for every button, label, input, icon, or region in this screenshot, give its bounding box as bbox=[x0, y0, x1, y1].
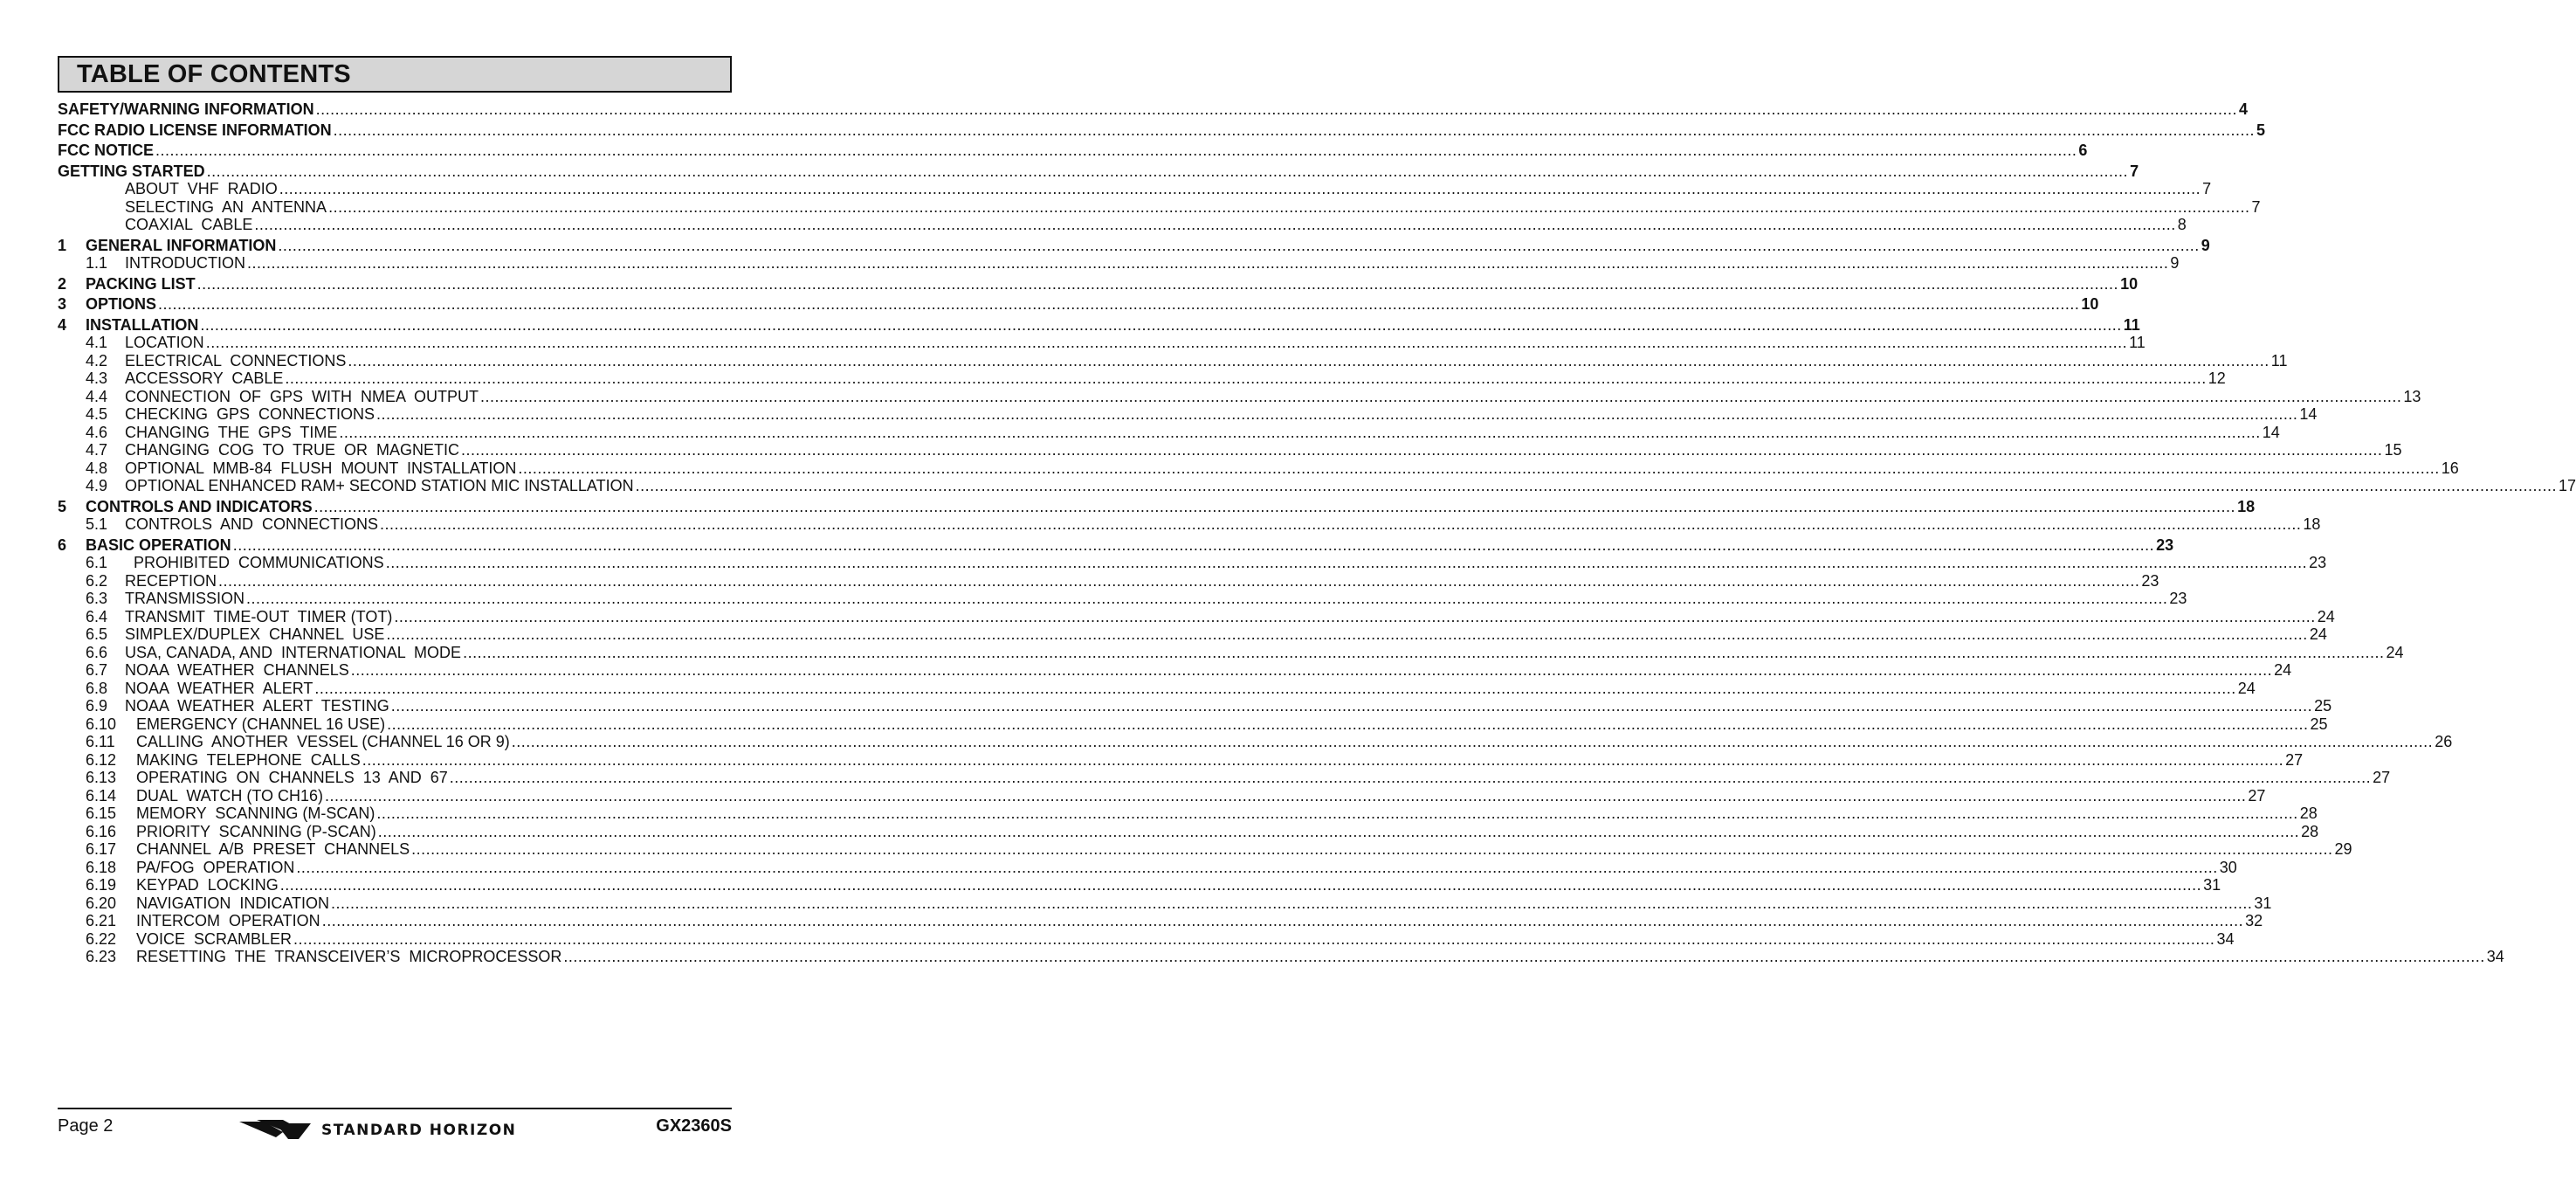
toc-entry-page: 26 bbox=[2435, 733, 2453, 750]
toc-entry-page: 27 bbox=[2285, 750, 2304, 769]
toc-entry-page: 14 bbox=[2262, 423, 2280, 441]
toc-entry-label: OPTIONAL MMB-84 FLUSH MOUNT INSTALLATION bbox=[125, 459, 517, 477]
toc-leader-dots: ................................................................................................................................................................................................................................................................................................................................................................................................................ bbox=[385, 554, 2308, 571]
toc-entry[interactable] bbox=[58, 423, 2280, 442]
toc-entry-page: 34 bbox=[2216, 929, 2235, 948]
toc-entry-number: 6.20 bbox=[86, 894, 117, 912]
toc-entry-label: OPTIONAL ENHANCED RAM+ SECOND STATION MIC INSTALLATION bbox=[125, 477, 634, 494]
toc-entry-label: CHANGING THE GPS TIME bbox=[125, 423, 338, 441]
toc-entry-label: FCC RADIO LICENSE INFORMATION bbox=[58, 121, 332, 139]
toc-entry-page: 24 bbox=[2237, 679, 2256, 697]
toc-leader-dots: ................................................................................................................................................................................................................................................................................................................................................................................................................ bbox=[196, 274, 2119, 293]
toc-leader-dots: ................................................................................................................................................................................................................................................................................................................................................................................................................ bbox=[563, 948, 2485, 965]
toc-entry-number: 6.19 bbox=[86, 876, 117, 894]
toc-entry-label: LOCATION bbox=[125, 334, 204, 351]
toc-entry-page: 9 bbox=[2201, 236, 2210, 254]
toc-entry[interactable] bbox=[58, 894, 2272, 913]
toc-entry-label: OPERATING ON CHANNELS 13 AND 67 bbox=[136, 769, 448, 786]
toc-entry-number: 6.14 bbox=[86, 786, 117, 805]
toc-entry-number: 3 bbox=[58, 295, 67, 313]
toc-entry-page: 10 bbox=[2081, 295, 2099, 313]
toc-entry[interactable] bbox=[58, 441, 2402, 459]
toc-leader-dots: ................................................................................................................................................................................................................................................................................................................................................................................................................ bbox=[205, 334, 2128, 351]
toc-entry[interactable] bbox=[58, 274, 2139, 294]
toc-entry[interactable] bbox=[58, 351, 2288, 370]
toc-entry-page: 6 bbox=[2078, 142, 2088, 159]
toc-leader-dots: ................................................................................................................................................................................................................................................................................................................................................................................................................ bbox=[246, 590, 2168, 607]
toc-entry-number: 6.21 bbox=[86, 912, 117, 929]
toc-entry-number: 6.3 bbox=[86, 590, 108, 607]
toc-entry[interactable] bbox=[58, 180, 2212, 198]
toc-entry-number: 6.7 bbox=[86, 661, 108, 679]
toc-entry-page: 31 bbox=[2203, 876, 2221, 894]
toc-entry-label: TRANSMISSION bbox=[125, 590, 245, 607]
toc-leader-dots: ................................................................................................................................................................................................................................................................................................................................................................................................................ bbox=[314, 679, 2236, 697]
toc-leader-dots: ................................................................................................................................................................................................................................................................................................................................................................................................................ bbox=[313, 497, 2236, 515]
toc-entry-label: INSTALLATION bbox=[86, 315, 199, 334]
toc-leader-dots: ................................................................................................................................................................................................................................................................................................................................................................................................................ bbox=[331, 894, 2253, 912]
toc-entry-label: SIMPLEX/DUPLEX CHANNEL USE bbox=[125, 625, 385, 643]
toc-leader-dots: ................................................................................................................................................................................................................................................................................................................................................................................................................ bbox=[390, 697, 2313, 715]
toc-entry-number: 6.23 bbox=[86, 948, 117, 965]
toc-entry-page: 31 bbox=[2254, 894, 2272, 912]
toc-entry-number: 6.5 bbox=[86, 625, 108, 643]
toc-entry-label: ELECTRICAL CONNECTIONS bbox=[125, 351, 347, 369]
toc-entry-label: MEMORY SCANNING (M-SCAN) bbox=[136, 805, 375, 822]
footer-divider bbox=[58, 1108, 732, 1109]
toc-entry-label: VOICE SCRAMBLER bbox=[136, 929, 293, 948]
toc-entry-page: 30 bbox=[2219, 858, 2237, 876]
toc-leader-dots: ................................................................................................................................................................................................................................................................................................................................................................................................................ bbox=[380, 515, 2302, 533]
toc-entry-label: OPTIONS bbox=[86, 295, 157, 313]
toc-entry-label: FCC NOTICE bbox=[58, 142, 154, 159]
toc-entry-number: 4.7 bbox=[86, 441, 108, 459]
toc-entry[interactable] bbox=[58, 912, 2263, 930]
toc-entry[interactable] bbox=[58, 607, 2335, 626]
toc-entry-number: 6.17 bbox=[86, 840, 117, 858]
toc-leader-dots: ................................................................................................................................................................................................................................................................................................................................................................................................................ bbox=[463, 643, 2385, 661]
toc-entry-page: 24 bbox=[2309, 625, 2327, 643]
toc-entry[interactable] bbox=[58, 590, 2187, 608]
toc-entry[interactable] bbox=[58, 315, 2140, 335]
brand-mark-icon bbox=[238, 1118, 316, 1143]
toc-entry-page: 17 bbox=[2558, 477, 2576, 494]
page-title: TABLE OF CONTENTS bbox=[77, 60, 351, 88]
toc-entry[interactable] bbox=[58, 715, 2328, 734]
toc-entry[interactable] bbox=[58, 216, 2187, 234]
toc-entry[interactable] bbox=[58, 142, 2088, 160]
toc-leader-dots: ................................................................................................................................................................................................................................................................................................................................................................................................................ bbox=[279, 876, 2202, 894]
toc-entry-number: 6 bbox=[58, 535, 67, 554]
toc-entry[interactable] bbox=[58, 661, 2292, 680]
toc-leader-dots: ................................................................................................................................................................................................................................................................................................................................................................................................................ bbox=[206, 162, 2129, 180]
toc-entry-page: 23 bbox=[2169, 590, 2187, 607]
toc-entry-page: 15 bbox=[2384, 441, 2402, 459]
toc-entry-number: 1.1 bbox=[86, 254, 108, 272]
toc-entry[interactable] bbox=[58, 334, 2146, 352]
toc-entry[interactable] bbox=[58, 625, 2327, 644]
toc-entry-label: CONTROLS AND CONNECTIONS bbox=[125, 515, 379, 533]
toc-leader-dots: ................................................................................................................................................................................................................................................................................................................................................................................................................ bbox=[387, 715, 2309, 733]
toc-entry-label: NOAA WEATHER CHANNELS bbox=[125, 661, 349, 679]
toc-entry-number: 6.1 bbox=[86, 554, 108, 571]
toc-leader-dots: ................................................................................................................................................................................................................................................................................................................................................................................................................ bbox=[386, 625, 2308, 643]
toc-entry[interactable] bbox=[58, 497, 2256, 516]
toc-entry-page: 28 bbox=[2301, 822, 2319, 840]
toc-entry-page: 34 bbox=[2486, 948, 2504, 965]
toc-leader-dots: ................................................................................................................................................................................................................................................................................................................................................................................................................ bbox=[158, 295, 2080, 313]
toc-entry[interactable] bbox=[58, 369, 2226, 388]
toc-leader-dots: ................................................................................................................................................................................................................................................................................................................................................................................................................ bbox=[296, 858, 2218, 876]
toc-entry-label: PRIORITY SCANNING (P-SCAN) bbox=[136, 822, 376, 840]
toc-entry-page: 8 bbox=[2177, 216, 2187, 233]
toc-entry-number: 6.2 bbox=[86, 571, 108, 590]
model-name: GX2360S bbox=[656, 1116, 732, 1136]
toc-leader-dots: ................................................................................................................................................................................................................................................................................................................................................................................................................ bbox=[376, 805, 2298, 822]
toc-entry-label: BASIC OPERATION bbox=[86, 535, 231, 554]
toc-entry-page: 16 bbox=[2441, 459, 2459, 477]
toc-leader-dots: ................................................................................................................................................................................................................................................................................................................................................................................................................ bbox=[394, 607, 2316, 625]
toc-entry-label: SELECTING AN ANTENNA bbox=[125, 197, 327, 216]
toc-entry-page: 10 bbox=[2120, 274, 2139, 293]
toc-entry[interactable] bbox=[58, 750, 2304, 770]
toc-entry[interactable] bbox=[58, 697, 2332, 715]
toc-entry-number: 4.4 bbox=[86, 387, 108, 405]
toc-entry-page: 18 bbox=[2237, 497, 2256, 515]
toc-entry[interactable] bbox=[58, 477, 2576, 495]
toc-entry-label: PACKING LIST bbox=[86, 274, 196, 293]
toc-leader-dots: ................................................................................................................................................................................................................................................................................................................................................................................................................ bbox=[635, 477, 2557, 494]
toc-leader-dots: ................................................................................................................................................................................................................................................................................................................................................................................................................ bbox=[461, 441, 2383, 459]
toc-entry-page: 18 bbox=[2303, 515, 2321, 533]
toc-leader-dots: ................................................................................................................................................................................................................................................................................................................................................................................................................ bbox=[328, 197, 2250, 216]
toc-entry-page: 27 bbox=[2373, 769, 2391, 786]
toc-leader-dots: ................................................................................................................................................................................................................................................................................................................................................................................................................ bbox=[377, 822, 2300, 840]
toc-entry-label: USA, CANADA, AND INTERNATIONAL MODE bbox=[125, 643, 462, 661]
toc-entry[interactable] bbox=[58, 535, 2174, 555]
toc-entry-number: 6.11 bbox=[86, 733, 115, 750]
toc-entry-label: GENERAL INFORMATION bbox=[86, 236, 277, 254]
toc-entry-label: COAXIAL CABLE bbox=[125, 216, 253, 233]
toc-entry[interactable] bbox=[58, 822, 2319, 841]
toc-leader-dots: ................................................................................................................................................................................................................................................................................................................................................................................................................ bbox=[362, 750, 2284, 769]
toc-entry[interactable] bbox=[58, 197, 2261, 217]
toc-leader-dots: ................................................................................................................................................................................................................................................................................................................................................................................................................ bbox=[411, 840, 2333, 858]
toc-entry-page: 11 bbox=[2270, 351, 2288, 369]
toc-leader-dots: ................................................................................................................................................................................................................................................................................................................................................................................................................ bbox=[339, 423, 2261, 441]
toc-entry-page: 4 bbox=[2239, 100, 2249, 118]
toc-entry-number: 4.9 bbox=[86, 477, 108, 494]
toc-entry-label: PROHIBITED COMMUNICATIONS bbox=[125, 554, 384, 571]
toc-leader-dots: ................................................................................................................................................................................................................................................................................................................................................................................................................ bbox=[333, 121, 2256, 139]
toc-entry-label: ACCESSORY CABLE bbox=[125, 369, 284, 387]
toc-leader-dots: ................................................................................................................................................................................................................................................................................................................................................................................................................ bbox=[293, 929, 2215, 948]
toc-entry-label: NAVIGATION INDICATION bbox=[136, 894, 330, 912]
toc-entry-page: 23 bbox=[2309, 554, 2327, 571]
toc-entry[interactable] bbox=[58, 643, 2404, 662]
toc-entry-number: 1 bbox=[58, 236, 67, 254]
toc-entry-page: 24 bbox=[2274, 661, 2292, 679]
toc-entry-page: 23 bbox=[2141, 571, 2159, 590]
toc-entry[interactable] bbox=[58, 805, 2318, 823]
toc-entry[interactable] bbox=[58, 769, 2391, 787]
toc-entry-label: ABOUT VHF RADIO bbox=[125, 180, 278, 197]
toc-entry-number: 6.6 bbox=[86, 643, 108, 661]
toc-entry[interactable] bbox=[58, 679, 2256, 698]
toc-leader-dots: ................................................................................................................................................................................................................................................................................................................................................................................................................ bbox=[449, 769, 2372, 786]
toc-leader-dots: ................................................................................................................................................................................................................................................................................................................................................................................................................ bbox=[279, 180, 2201, 197]
toc-entry-label: RESETTING THE TRANSCEIVER’S MICROPROCESSOR bbox=[136, 948, 562, 965]
toc-entry[interactable] bbox=[58, 733, 2453, 751]
toc-leader-dots: ................................................................................................................................................................................................................................................................................................................................................................................................................ bbox=[350, 661, 2273, 679]
toc-entry[interactable] bbox=[58, 405, 2318, 424]
toc-entry[interactable] bbox=[58, 387, 2421, 406]
toc-entry[interactable] bbox=[58, 786, 2266, 805]
toc-entry-label: RECEPTION bbox=[125, 571, 217, 590]
toc-leader-dots: ................................................................................................................................................................................................................................................................................................................................................................................................................ bbox=[285, 369, 2207, 387]
toc-entry-label: KEYPAD LOCKING bbox=[136, 876, 279, 894]
toc-leader-dots: ................................................................................................................................................................................................................................................................................................................................................................................................................ bbox=[155, 142, 2077, 159]
toc-leader-dots: ................................................................................................................................................................................................................................................................................................................................................................................................................ bbox=[321, 912, 2244, 929]
toc-leader-dots: ................................................................................................................................................................................................................................................................................................................................................................................................................ bbox=[278, 236, 2200, 254]
toc-entry[interactable] bbox=[58, 100, 2249, 119]
toc-entry-label: SAFETY/WARNING INFORMATION bbox=[58, 100, 314, 118]
toc-leader-dots: ................................................................................................................................................................................................................................................................................................................................................................................................................ bbox=[511, 733, 2434, 750]
toc-entry-page: 23 bbox=[2156, 535, 2174, 554]
toc-entry-number: 6.22 bbox=[86, 929, 117, 948]
toc-entry-number: 4.2 bbox=[86, 351, 108, 369]
toc-entry-label: CONTROLS AND INDICATORS bbox=[86, 497, 313, 515]
toc-entry-page: 32 bbox=[2245, 912, 2263, 929]
toc-entry-page: 7 bbox=[2202, 180, 2212, 197]
toc-entry-number: 5.1 bbox=[86, 515, 108, 533]
toc-entry-number: 6.13 bbox=[86, 769, 117, 786]
toc-entry-number: 6.18 bbox=[86, 858, 117, 876]
toc-entry[interactable] bbox=[58, 929, 2235, 949]
toc-entry-number: 2 bbox=[58, 274, 67, 293]
page-number: Page 2 bbox=[58, 1116, 114, 1136]
toc-entry-label: CHANNEL A/B PRESET CHANNELS bbox=[136, 840, 410, 858]
toc-entry-label: NOAA WEATHER ALERT TESTING bbox=[125, 697, 389, 715]
toc-entry-page: 13 bbox=[2403, 387, 2421, 405]
toc-entry-number: 6.4 bbox=[86, 607, 108, 625]
toc-entry-label: MAKING TELEPHONE CALLS bbox=[136, 750, 361, 769]
toc-entry[interactable] bbox=[58, 515, 2321, 534]
brand-name: STANDARD HORIZON bbox=[321, 1122, 517, 1139]
toc-entry[interactable] bbox=[58, 459, 2459, 478]
toc-entry[interactable] bbox=[58, 254, 2180, 273]
toc-entry-number: 4.6 bbox=[86, 423, 108, 441]
toc-entry-page: 28 bbox=[2299, 805, 2318, 822]
toc-entry[interactable] bbox=[58, 236, 2210, 255]
toc-entry-page: 7 bbox=[2251, 197, 2261, 216]
toc-entry-page: 5 bbox=[2256, 121, 2266, 139]
toc-leader-dots: ................................................................................................................................................................................................................................................................................................................................................................................................................ bbox=[480, 387, 2402, 405]
toc-entry-number: 6.10 bbox=[86, 715, 117, 733]
toc-entry-page: 27 bbox=[2248, 786, 2266, 805]
toc-entry-page: 9 bbox=[2170, 254, 2180, 272]
toc-entry[interactable] bbox=[58, 162, 2139, 181]
toc-entry-page: 11 bbox=[2123, 315, 2140, 334]
toc-entry-label: INTRODUCTION bbox=[125, 254, 245, 272]
toc-entry-number: 4.3 bbox=[86, 369, 108, 387]
toc-entry-label: INTERCOM OPERATION bbox=[136, 912, 320, 929]
toc-entry-page: 29 bbox=[2334, 840, 2352, 858]
toc-entry-page: 11 bbox=[2129, 334, 2146, 351]
toc-leader-dots: ................................................................................................................................................................................................................................................................................................................................................................................................................ bbox=[315, 100, 2238, 118]
toc-title-box bbox=[58, 56, 732, 93]
toc-entry-label: DUAL WATCH (TO CH16) bbox=[136, 786, 324, 805]
toc-entry[interactable] bbox=[58, 121, 2266, 140]
toc-entry[interactable] bbox=[58, 840, 2352, 859]
toc-entry-page: 24 bbox=[2386, 643, 2404, 661]
toc-entry-number: 4 bbox=[58, 315, 67, 334]
toc-entry-label: NOAA WEATHER ALERT bbox=[125, 679, 313, 697]
toc-entry-label: CONNECTION OF GPS WITH NMEA OUTPUT bbox=[125, 387, 479, 405]
toc-entry-label: CHANGING COG TO TRUE OR MAGNETIC bbox=[125, 441, 460, 459]
toc-entry-page: 12 bbox=[2208, 369, 2226, 387]
toc-entry-number: 5 bbox=[58, 497, 67, 515]
toc-entry-label: EMERGENCY (CHANNEL 16 USE) bbox=[136, 715, 386, 733]
toc-entry-number: 6.12 bbox=[86, 750, 117, 769]
toc-entry-page: 25 bbox=[2310, 715, 2328, 733]
toc-leader-dots: ................................................................................................................................................................................................................................................................................................................................................................................................................ bbox=[325, 786, 2247, 805]
toc-leader-dots: ................................................................................................................................................................................................................................................................................................................................................................................................................ bbox=[254, 216, 2176, 233]
toc-entry[interactable] bbox=[58, 554, 2327, 572]
toc-leader-dots: ................................................................................................................................................................................................................................................................................................................................................................................................................ bbox=[376, 405, 2298, 423]
toc-leader-dots: ................................................................................................................................................................................................................................................................................................................................................................................................................ bbox=[247, 254, 2169, 272]
toc-entry[interactable] bbox=[58, 571, 2159, 590]
toc-entry-label: CALLING ANOTHER VESSEL (CHANNEL 16 OR 9) bbox=[136, 733, 510, 750]
toc-entry-page: 24 bbox=[2317, 607, 2335, 625]
toc-entry-number: 4.8 bbox=[86, 459, 108, 477]
toc-entry[interactable] bbox=[58, 295, 2099, 314]
toc-entry-label: PA/FOG OPERATION bbox=[136, 858, 295, 876]
brand-logo bbox=[238, 1118, 552, 1143]
toc-entry-label: TRANSMIT TIME-OUT TIMER (TOT) bbox=[125, 607, 393, 625]
toc-entry-page: 7 bbox=[2130, 162, 2139, 180]
toc-entry-number: 4.1 bbox=[86, 334, 108, 351]
toc-list bbox=[58, 98, 2576, 966]
toc-entry-number: 6.15 bbox=[86, 805, 117, 822]
toc-leader-dots: ................................................................................................................................................................................................................................................................................................................................................................................................................ bbox=[200, 315, 2122, 334]
toc-entry-page: 25 bbox=[2314, 697, 2332, 715]
toc-entry[interactable] bbox=[58, 948, 2504, 966]
toc-entry-label: CHECKING GPS CONNECTIONS bbox=[125, 405, 375, 423]
toc-leader-dots: ................................................................................................................................................................................................................................................................................................................................................................................................................ bbox=[518, 459, 2440, 477]
toc-entry[interactable] bbox=[58, 858, 2237, 877]
toc-entry-label: GETTING STARTED bbox=[58, 162, 205, 180]
toc-entry[interactable] bbox=[58, 876, 2221, 894]
toc-entry-number: 4.5 bbox=[86, 405, 108, 423]
toc-entry-page: 14 bbox=[2299, 405, 2318, 423]
toc-leader-dots: ................................................................................................................................................................................................................................................................................................................................................................................................................ bbox=[232, 535, 2155, 554]
toc-leader-dots: ................................................................................................................................................................................................................................................................................................................................................................................................................ bbox=[348, 351, 2269, 369]
toc-entry-number: 6.8 bbox=[86, 679, 108, 697]
toc-entry-number: 6.9 bbox=[86, 697, 108, 715]
toc-leader-dots: ................................................................................................................................................................................................................................................................................................................................................................................................................ bbox=[218, 571, 2140, 590]
toc-entry-number: 6.16 bbox=[86, 822, 117, 840]
